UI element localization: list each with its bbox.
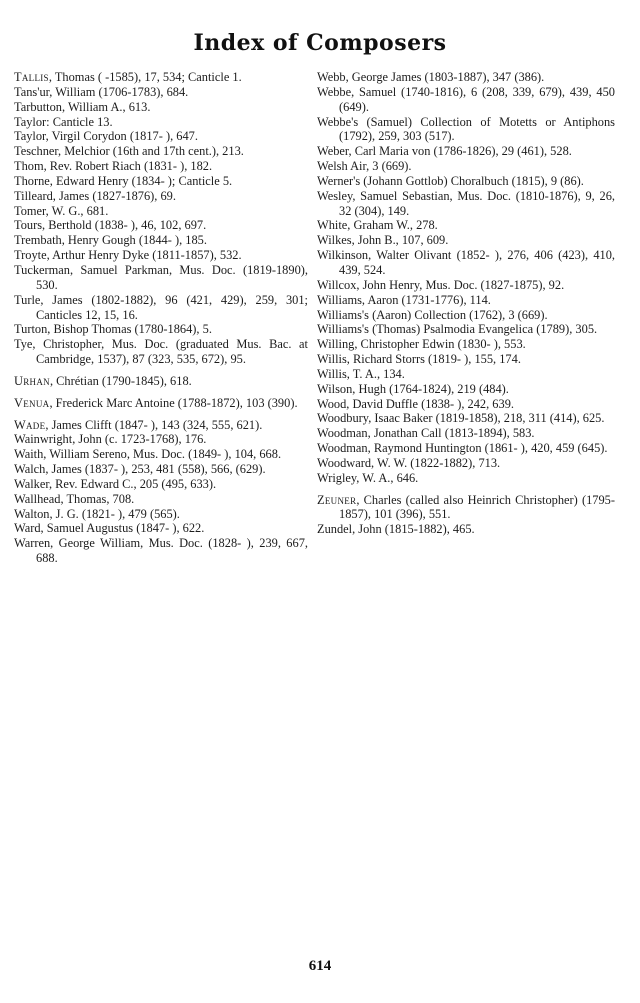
letter-group-gap: [14, 389, 308, 396]
index-entry: [317, 352, 615, 367]
entry-text: Werner's (Johann Gottlob) Choralbuch (1815), 9 (86).: [317, 173, 584, 188]
entry-text: Wood, David Duffle (1838- ), 242, 639.: [317, 396, 514, 411]
index-entry: [14, 521, 308, 536]
entry-text: Turton, Bishop Thomas (1780-1864), 5.: [14, 322, 212, 337]
index-entry: [14, 462, 308, 477]
index-entry: [317, 218, 615, 233]
entry-text: Taylor, Virgil Corydon (1817- ), 647.: [14, 129, 198, 144]
entry-text: White, Graham W., 278.: [317, 218, 438, 233]
entry-text: Zundel, John (1815-1882), 465.: [317, 522, 475, 537]
index-entry: [14, 322, 308, 337]
index-entry: [317, 144, 615, 159]
index-entry: [14, 100, 308, 115]
entry-text: Wainwright, John (c. 1723-1768), 176.: [14, 432, 207, 447]
index-entry: [317, 293, 615, 308]
entry-text: Warren, George William, Mus. Doc. (1828- ), 239, 667, 688.: [14, 536, 308, 566]
entry-text: Thorne, Edward Henry (1834- ); Canticle 5.: [14, 173, 233, 188]
entry-text: Tours, Berthold (1838- ), 46, 102, 697.: [14, 218, 207, 233]
index-column-left: [14, 70, 308, 566]
index-entry: [14, 263, 308, 293]
entry-text: Wilkes, John B., 107, 609.: [317, 233, 449, 248]
entry-text: Welsh Air, 3 (669).: [317, 159, 412, 174]
entry-text: Walch, James (1837- ), 253, 481 (558), 566, (629).: [14, 462, 266, 477]
entry-text: Taylor: Canticle 13.: [14, 114, 113, 129]
entry-text: Teschner, Melchior (16th and 17th cent.), 213.: [14, 144, 244, 159]
index-entry: [317, 115, 615, 145]
index-column-right: [317, 70, 615, 537]
entry-initial-surname: Venua: [14, 395, 50, 410]
index-entry: [317, 411, 615, 426]
entry-text: Weber, Carl Maria von (1786-1826), 29 (461), 528.: [317, 144, 572, 159]
index-entry: [317, 174, 615, 189]
index-entry: [14, 129, 308, 144]
index-entry: [14, 115, 308, 130]
entry-text: Tuckerman, Samuel Parkman, Mus. Doc. (1819-1890), 530.: [14, 262, 308, 292]
entry-text: Waith, William Sereno, Mus. Doc. (1849- ), 104, 668.: [14, 447, 282, 462]
index-entry: [14, 293, 308, 323]
entry-text: , Frederick Marc Antoine (1788-1872), 103 (390).: [49, 395, 298, 410]
index-entry: [317, 522, 615, 537]
index-entry: [317, 493, 615, 523]
entry-text: Walker, Rev. Edward C., 205 (495, 633).: [14, 476, 217, 491]
entry-text: Woodman, Raymond Huntington (1861- ), 420, 459 (645).: [317, 441, 608, 456]
index-entry: [14, 432, 308, 447]
index-entry: [14, 70, 308, 85]
entry-text: Woodward, W. W. (1822-1882), 713.: [317, 455, 501, 470]
entry-text: Williams's (Thomas) Psalmodia Evangelica (1789), 305.: [317, 322, 598, 337]
entry-text: Tilleard, James (1827-1876), 69.: [14, 188, 176, 203]
entry-text: Tarbutton, William A., 613.: [14, 99, 151, 114]
index-entry: [317, 70, 615, 85]
entry-initial-surname: Tallis: [14, 70, 49, 84]
index-entry: [14, 218, 308, 233]
index-entry: [14, 477, 308, 492]
letter-group-gap: [14, 367, 308, 374]
entry-text: Willis, T. A., 134.: [317, 366, 405, 381]
entry-text: Webbe, Samuel (1740-1816), 6 (208, 339, 679), 439, 450 (649).: [317, 84, 615, 114]
index-entry: [14, 337, 308, 367]
index-entry: [317, 278, 615, 293]
index-entry: [14, 248, 308, 263]
index-entry: [14, 144, 308, 159]
index-entry: [14, 396, 308, 411]
entry-text: Willis, Richard Storrs (1819- ), 155, 174.: [317, 352, 521, 367]
entry-text: Trembath, Henry Gough (1844- ), 185.: [14, 233, 207, 248]
entry-text: Wesley, Samuel Sebastian, Mus. Doc. (1810-1876), 9, 26, 32 (304), 149.: [317, 188, 615, 218]
entry-text: Wilkinson, Walter Olivant (1852- ), 276, 406 (423), 410, 439, 524.: [317, 248, 615, 277]
entry-text: Ward, Samuel Augustus (1847- ), 622.: [14, 521, 205, 536]
entry-text: Thom, Rev. Robert Riach (1831- ), 182.: [14, 159, 213, 174]
index-entry: [317, 367, 615, 382]
index-entry: [14, 174, 308, 189]
entry-text: Woodman, Jonathan Call (1813-1894), 583.: [317, 426, 535, 441]
index-entry: [317, 426, 615, 441]
index-entry: [14, 159, 308, 174]
entry-initial-surname: Urhan: [14, 373, 50, 388]
index-entry: [317, 456, 615, 471]
page-number: 614: [308, 958, 332, 974]
entry-text: Webb, George James (1803-1887), 347 (386).: [317, 70, 545, 84]
index-entry: [14, 189, 308, 204]
index-entry: [14, 85, 308, 100]
entry-text: , Charles (called also Heinrich Christopher) (1795-1857), 101 (396), 551.: [339, 492, 615, 522]
page-title: Index of Composers: [193, 30, 447, 56]
entry-text: Williams's (Aaron) Collection (1762), 3 (669).: [317, 307, 548, 322]
entry-text: , Chrétian (1790-1845), 618.: [49, 373, 192, 388]
index-entry: [14, 204, 308, 219]
index-entry: [14, 447, 308, 462]
letter-group-gap: [317, 486, 615, 493]
entry-text: Willing, Christopher Edwin (1830- ), 553.: [317, 337, 526, 352]
entry-text: Williams, Aaron (1731-1776), 114.: [317, 292, 491, 307]
entry-text: Walton, J. G. (1821- ), 479 (565).: [14, 506, 180, 521]
entry-text: Webbe's (Samuel) Collection of Motetts or Antiphons (1792), 259, 303 (517).: [317, 114, 615, 144]
index-entry: [14, 536, 308, 566]
index-entry: [14, 492, 308, 507]
index-entry: [317, 322, 615, 337]
entry-text: Wrigley, W. A., 646.: [317, 470, 419, 485]
entry-text: Tomer, W. G., 681.: [14, 203, 109, 218]
index-entry: [317, 441, 615, 456]
entry-text: Turle, James (1802-1882), 96 (421, 429), 259, 301; Canticles 12, 15, 16.: [14, 292, 308, 322]
entry-text: Troyte, Arthur Henry Dyke (1811-1857), 532.: [14, 248, 242, 263]
entry-initial-surname: Wade: [14, 417, 46, 432]
index-entry: [317, 382, 615, 397]
entry-text: Woodbury, Isaac Baker (1819-1858), 218, 311 (414), 625.: [317, 411, 605, 426]
index-entry: [317, 159, 615, 174]
index-entry: [14, 418, 308, 433]
entry-text: Wilson, Hugh (1764-1824), 219 (484).: [317, 381, 509, 396]
letter-group-gap: [14, 411, 308, 418]
entry-text: Tye, Christopher, Mus. Doc. (graduated Mus. Bac. at Cambridge, 1537), 87 (323, 535, 672), 95.: [14, 337, 308, 367]
index-entry: [317, 248, 615, 278]
entry-text: Tans'ur, William (1706-1783), 684.: [14, 84, 189, 99]
index-entry: [317, 471, 615, 486]
entry-text: , Thomas ( -1585), 17, 534; Canticle 1.: [48, 70, 242, 84]
entry-text: , James Clifft (1847- ), 143 (324, 555, 621).: [45, 417, 263, 432]
index-entry: [14, 233, 308, 248]
index-entry: [317, 189, 615, 219]
index-entry: [317, 308, 615, 323]
entry-text: Wallhead, Thomas, 708.: [14, 491, 135, 506]
index-entry: [14, 507, 308, 522]
index-entry: [317, 397, 615, 412]
entry-text: Willcox, John Henry, Mus. Doc. (1827-1875), 92.: [317, 277, 565, 292]
index-entry: [14, 374, 308, 389]
index-entry: [317, 233, 615, 248]
index-entry: [317, 337, 615, 352]
entry-initial-surname: Zeuner: [317, 492, 357, 507]
index-entry: [317, 85, 615, 115]
